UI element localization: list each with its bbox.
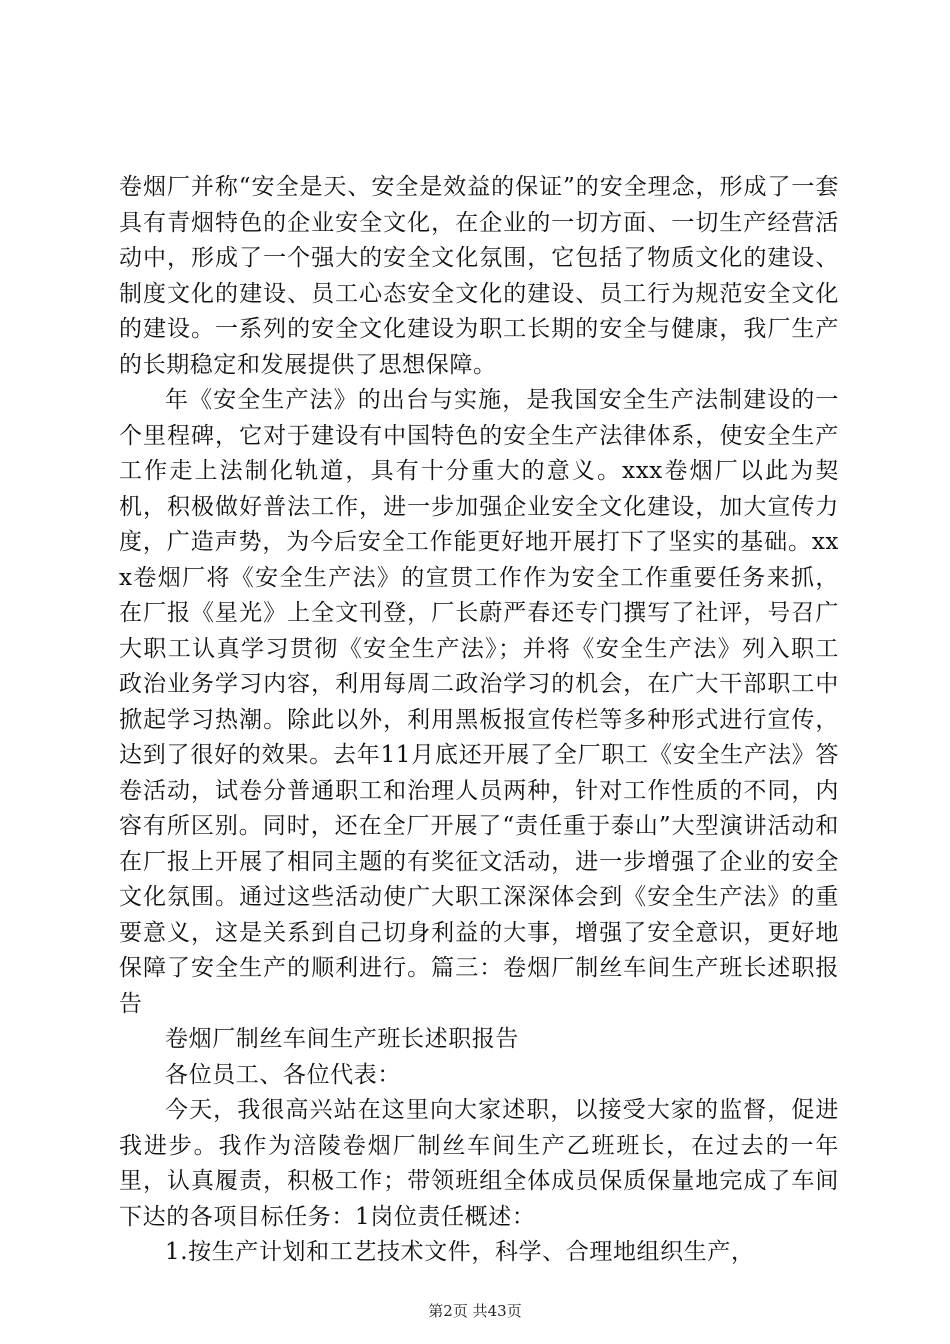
- page-footer: 第2页 共43页: [428, 1302, 522, 1320]
- document-body: [119, 170, 839, 1271]
- paragraph-5: 今天，我很高兴站在这里向大家述职，以接受大家的监督，促进我进步。我作为涪陵卷烟厂制丝车间生产乙班班长，在过去的一年里，认真履责，积极工作；带领班组全体成员保质保量地完成了车间下达的各项目标任务：1岗位责任概述：: [119, 1097, 839, 1230]
- paragraph-4: 各位员工、各位代表：: [165, 1061, 401, 1088]
- paragraph-3: 卷烟厂制丝车间生产班长述职报告: [165, 1026, 519, 1052]
- paragraph-1: 卷烟厂并称“安全是天、安全是效益的保证”的安全理念，形成了一套具有青烟特色的企业安全文化，在企业的一切方面、一切生产经营活动中，形成了一个强大的安全文化氛围，它包括了物质文化的建设、制度文化的建设、员工心态安全文化的建设、员工行为规范安全文化的建设。一系列的安全文化建设为职工长期的安全与健康，我厂生产的长期稳定和发展提供了思想保障。: [119, 174, 839, 378]
- paragraph-2: 年《安全生产法》的出台与实施，是我国安全生产法制建设的一个里程碑，它对于建设有中国特色的安全生产法律体系，使安全生产工作走上法制化轨道，具有十分重大的意义。xxx卷烟厂以此为契机，积极做好普法工作，进一步加强企业安全文化建设，加大宣传力度，广造声势，为今后安全工作能更好地开展打下了坚实的基础。xxx卷烟厂将《安全生产法》的宣贯工作作为安全工作重要任务来抓，在厂报《星光》上全文刊登，厂长蔚严春还专门撰写了社评，号召广大职工认真学习贯彻《安全生产法》；并将《安全生产法》列入职工政治业务学习内容，利用每周二政治学习的机会，在广大干部职工中掀起学习热潮。除此以外，利用黑板报宣传栏等多种形式进行宣传，达到了很好的效果。去年11月底还开展了全厂职工《安全生产法》答卷活动，试卷分普通职工和治理人员两种，针对工作性质的不同，内容有所区别。同时，还在全厂开展了“责任重于泰山”大型演讲活动和在厂报上开展了相同主题的有奖征文活动，进一步增强了企业的安全文化氛围。通过这些活动使广大职工深深体会到《安全生产法》的重要意义，这是关系到自己切身利益的大事，增强了安全意识，更好地保障了安全生产的顺利进行。篇三：卷烟厂制丝车间生产班长述职报告: [119, 387, 839, 1017]
- paragraph-6: 1.按生产计划和工艺技术文件，科学、合理地组织生产，: [165, 1239, 755, 1265]
